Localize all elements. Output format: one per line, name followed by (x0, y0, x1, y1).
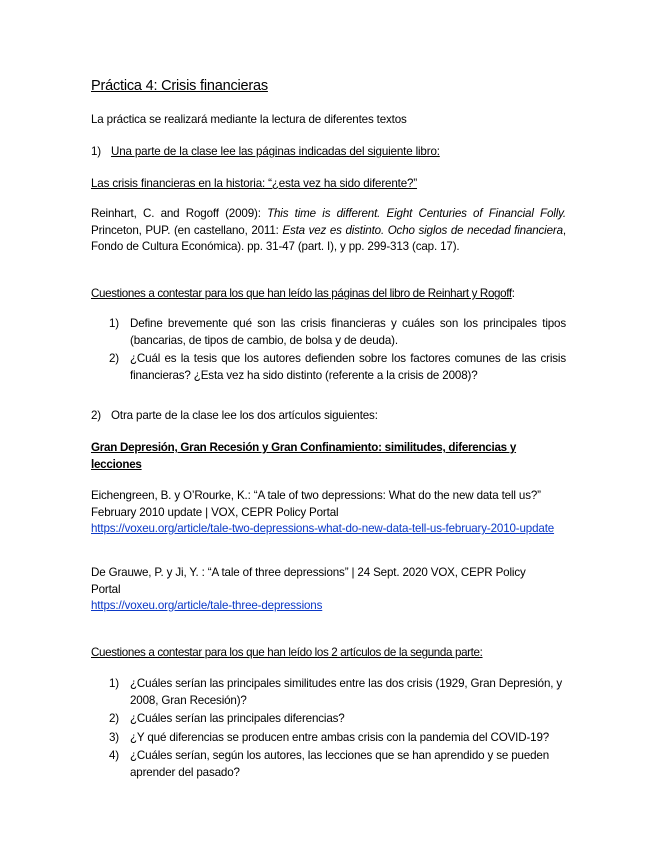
question-text: ¿Cuáles serían las principales similitudes entre las dos crisis (1929, Gran Depresión, y 2008, Gran Recesión)? (130, 677, 563, 707)
article2-link[interactable]: https://voxeu.org/article/tale-three-depressions (91, 599, 323, 612)
list-item (91, 711, 566, 728)
list-number: 2) (109, 712, 120, 725)
question-text: Define brevemente qué son las crisis financieras y cuáles son los principales tipos (bancarias, de tipos de cambio, de bolsa y de deuda). (130, 317, 566, 347)
list-number: 3) (109, 730, 120, 744)
list-number: 4) (109, 749, 120, 762)
article2-text: De Grauwe, P. y Ji, Y. : “A tale of three depressions” | 24 Sept. 2020 VOX, CEPR Policy Portal (91, 566, 526, 596)
book-title: Las crisis financieras en la historia: “¿esta vez ha sido diferente?” (91, 177, 418, 190)
part1-questions-heading (91, 286, 571, 303)
list-number: 1) (109, 317, 120, 330)
article1 (91, 488, 566, 538)
question-text: ¿Y qué diferencias se producen entre ambas crisis con la pandemia del COVID-19? (130, 730, 550, 744)
part2-number: 2) (91, 409, 102, 422)
page-title: Práctica 4: Crisis financieras (91, 78, 268, 94)
part1-heading (91, 144, 566, 161)
ref-title-es: Esta vez es distinto. Ocho siglos de necedad financiera (282, 223, 563, 237)
part1-heading-text: Una parte de la clase lee las páginas indicadas del siguiente libro: (111, 145, 440, 158)
list-item (91, 316, 566, 349)
ref-prefix: Reinhart, C. and Rogoff (2009): (91, 207, 268, 220)
part2-heading-text: Otra parte de la clase lee los dos artículos siguientes: (111, 409, 378, 422)
article2 (91, 565, 551, 615)
list-number: 1) (109, 677, 120, 690)
question-text: ¿Cuáles serían las principales diferencias? (130, 712, 345, 725)
ref-title-en: This time is different. Eight Centuries of Financial Folly. (267, 207, 566, 220)
part2-questions-heading: Cuestiones a contestar para los que han leído los 2 artículos de la segunda parte: (91, 646, 483, 659)
article1-text: Eichengreen, B. y O’Rourke, K.: “A tale of two depressions: What do the new data tell us?” February 2010 update | VOX, CEPR Policy Portal (91, 489, 541, 519)
list-item (91, 676, 566, 709)
intro-text: La práctica se realizará mediante la lectura de diferentes textos (91, 113, 407, 126)
list-item (91, 351, 566, 384)
part1-number: 1) (91, 145, 102, 158)
list-item (91, 730, 566, 747)
part1-questions-heading-tail: : (511, 287, 515, 300)
ref-mid: Princeton, PUP. (en castellano, 2011: (91, 223, 283, 237)
question-text: ¿Cuál es la tesis que los autores defienden sobre los factores comunes de las crisis financieras? ¿Esta vez ha sido distinto (referente a la crisis de 2008)? (130, 352, 566, 382)
question-text: ¿Cuáles serían, según los autores, las lecciones que se han aprendido y se pueden aprender del pasado? (130, 749, 550, 779)
part1-questions (91, 316, 566, 386)
list-number: 2) (109, 352, 120, 365)
part2-heading (91, 408, 566, 425)
ref-suffix: , Fondo de Cultura Económica). pp. 31-47 (part. I), y pp. 299-313 (cap. 17). (91, 223, 566, 253)
book-reference (91, 206, 566, 256)
article1-link[interactable]: https://voxeu.org/article/tale-two-depressions-what-do-new-data-tell-us-february-2010-update (91, 522, 555, 535)
part2-questions (91, 676, 566, 783)
part2-section-title: Gran Depresión, Gran Recesión y Gran Confinamiento: similitudes, diferencias y lecciones (91, 441, 517, 471)
list-item (91, 748, 566, 781)
part1-questions-heading-text: Cuestiones a contestar para los que han leído las páginas del libro de Reinhart y Rogoff (91, 287, 512, 300)
